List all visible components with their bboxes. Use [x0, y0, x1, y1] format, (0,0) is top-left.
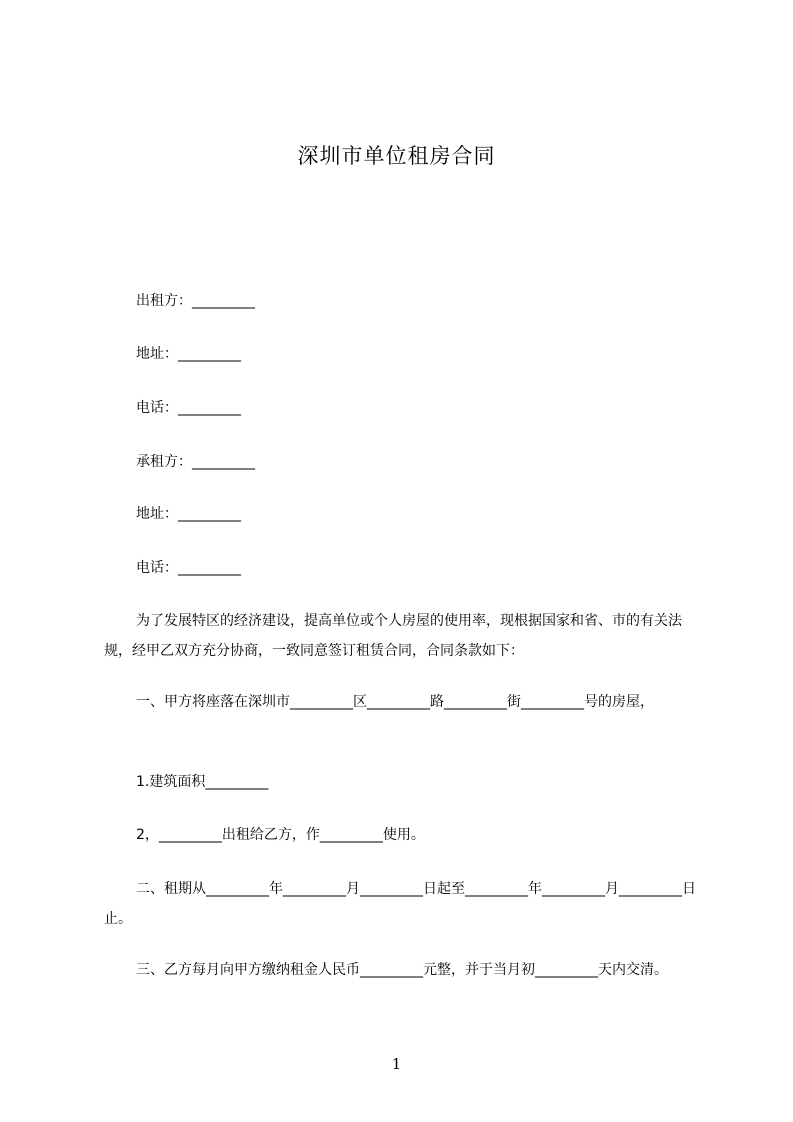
lessee-address-line: 地址：_________ — [136, 506, 241, 522]
clause-3-paragraph: 三、乙方每月向甲方缴纳租金人民币_________元整，并于当月初_________天内交清。 — [136, 962, 668, 978]
page-number: 1 — [391, 1055, 402, 1073]
lessee-name-line: 承租方：_________ — [136, 454, 255, 470]
item-1-line: 1.建筑面积_________ — [136, 774, 269, 790]
item-2-line: 2，_________出租给乙方，作_________使用。 — [136, 827, 425, 843]
clause-1-paragraph: 一、甲方将座落在深圳市_________区_________路_________街_________号的房屋， — [136, 694, 654, 710]
lessee-phone-line: 电话：_________ — [136, 560, 241, 576]
document-title: 深圳市单位租房合同 — [297, 144, 496, 168]
clause-2-paragraph: 二、租期从_________年_________月_________日起至_________年_________月_________日止。 — [104, 881, 696, 927]
preamble-paragraph: 为了发展特区的经济建设，提高单位或个人房屋的使用率，现根据国家和省、市的有关法规，经甲乙双方充分协商，一致同意签订租赁合同，合同条款如下： — [104, 613, 682, 659]
lessor-name-line: 出租方：_________ — [136, 293, 255, 309]
lessor-address-line: 地址：_________ — [136, 346, 241, 362]
lessor-phone-line: 电话：_________ — [136, 400, 241, 416]
